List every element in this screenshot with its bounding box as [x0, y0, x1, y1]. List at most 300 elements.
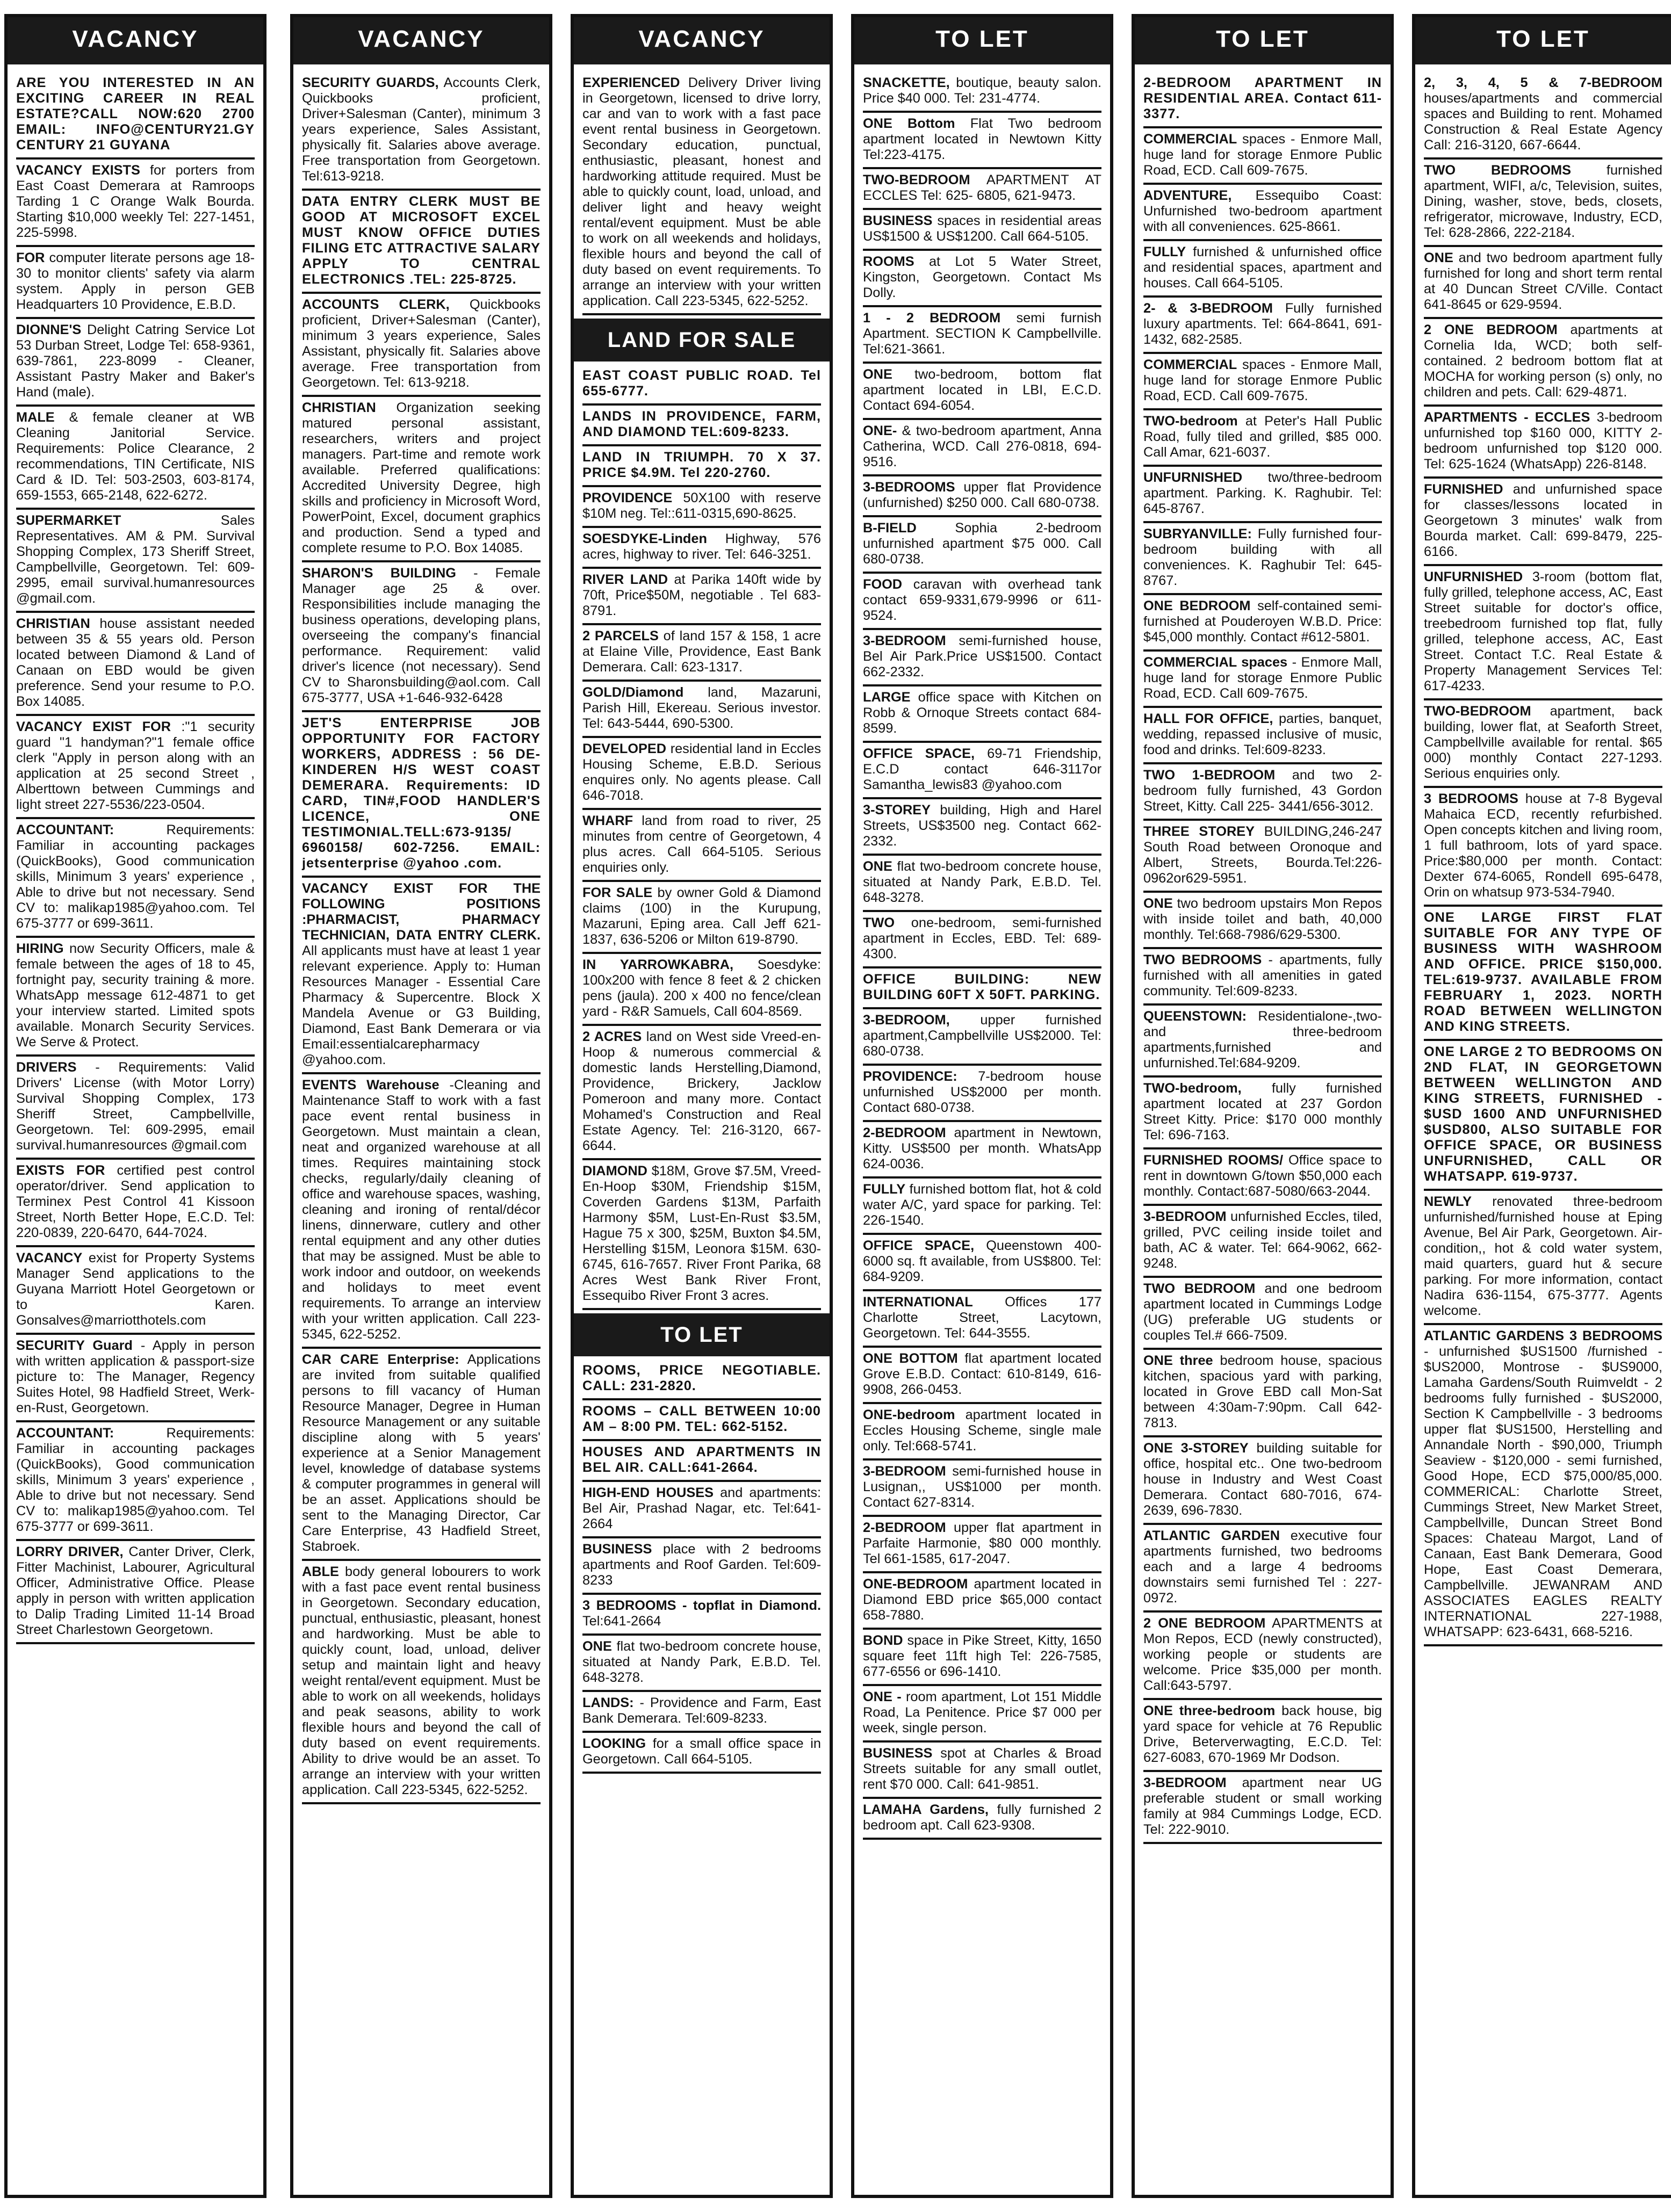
classified-ad — [863, 1743, 1101, 1799]
classified-ad — [16, 1247, 255, 1335]
ad-lead: ADVENTURE, — [1143, 188, 1232, 203]
column-header: TO LET — [851, 14, 1113, 64]
ad-text: ONE LARGE 2 TO BEDROOMS ON 2ND FLAT, IN GEORGETOWN BETWEEN WELLINGTON AND KING STREETS, FURNISHED - $USD 1600 AND UNFURNISHED $USD800, ALSO SUITABLE FOR OFFICE SPACE, OR BUSINESS UNFURNISHED, CALL OR WHATSAPP. 619-9737. — [1424, 1044, 1662, 1184]
ad-lead: NEWLY — [1424, 1194, 1472, 1209]
ad-lead: ONE Bottom — [863, 116, 955, 131]
ad-lead: DEVELOPED — [582, 741, 667, 756]
classified-ad — [1424, 907, 1662, 1041]
ad-text: parties, banquet, wedding, repassed inclusive of music, food and drinks. Tel:609-8233. — [1143, 711, 1382, 757]
ad-text: apartment in Newtown, Kitty. US$500 per month. WhatsApp 624-0036. — [863, 1125, 1101, 1172]
ad-lead: 3-BEDROOM — [1143, 1775, 1227, 1790]
classified-ad — [16, 819, 255, 938]
ad-lead: 3-BEDROOM, — [863, 1013, 950, 1028]
classified-ad — [16, 72, 255, 160]
ad-text: ROOMS – CALL BETWEEN 10:00 AM – 8:00 PM. TEL: 662-5152. — [582, 1404, 821, 1434]
ad-text: executive four apartments furnished, two bedrooms each and a large 4 bedrooms downstairs semi furnished Tel : 227-0972. — [1143, 1528, 1382, 1606]
classified-ad — [1143, 241, 1382, 298]
classified-ad — [1424, 319, 1662, 407]
ad-lead: ONE 3-STOREY — [1143, 1441, 1249, 1456]
ad-text: houses/apartments and commercial spaces and Building to rent. Mohamed Construction & Real Estate Agency Call: 216-3120, 667-6644. — [1424, 91, 1662, 153]
classified-ad — [1424, 160, 1662, 247]
classified-ad — [16, 1160, 255, 1247]
ad-text: ONE LARGE FIRST FLAT SUITABLE FOR ANY TYPE OF BUSINESS WITH WASHROOM AND OFFICE. PRICE $150,000. TEL:619-9737. AVAILABLE FROM FEBRUARY 1, 2023. NORTH ROAD BETWEEN WELLINGTON AND KING STREETS. — [1424, 910, 1662, 1034]
ad-lead: DIONNE'S — [16, 322, 82, 337]
ad-lead: TWO BEDROOM — [1143, 1281, 1256, 1296]
ad-lead: 2-BEDROOM — [863, 1520, 946, 1535]
classified-ad — [1143, 949, 1382, 1006]
classified-ad — [863, 1686, 1101, 1743]
ad-text: - unfurnished $US1500 /furnished - $US2000, Montrose - $US9000, Lamaha Gardens/South Ruimveldt - 2 bedrooms fully furnished - $US2000, Section K Campbellville - 3 bedrooms upper flat $US1500, Herstelling and Annandale North - $90,000, Triumph Seaview - $120,000 - semi furnished, Good Hope, ECD $75,000/85,000. COMMERICAL: Charlotte Street, Cummings Street, New Market Street, Campbellville, Duncan Street Bond Spaces: Chateau Margot, Land of Canaan, East Bank Demerara, Good Hope, East Coast Demerara, Campbellville. JEWANRAM AND ASSOCIATES EAGLES REALTY INTERNATIONAL 227-1988, WHATSAPP: 623-6431, 668-5216. — [1424, 1344, 1662, 1639]
ad-text: caravan with overhead tank contact 659-9331,679-9996 or 611-9524. — [863, 577, 1101, 623]
ad-text: ARE YOU INTERESTED IN AN EXCITING CAREER IN REAL ESTATE?CALL NOW:620 2700 EMAIL: INFO@CENTURY21.GY CENTURY 21 GUYANA — [16, 75, 255, 153]
classified-ad — [302, 1349, 541, 1561]
classified-ad — [863, 1122, 1101, 1179]
ad-text: and one bedroom apartment located in Cummings Lodge (UG) preferable UG students or couples Tel.# 666-7509. — [1143, 1281, 1382, 1343]
ad-text: back house, big yard space for vehicle at 76 Republic Drive, Beterverwagting, E.C.D. Tel: 627-6083, 670-1969 Mr Dodson. — [1143, 1703, 1382, 1765]
classified-ad — [582, 72, 821, 315]
classified-ad — [863, 420, 1101, 476]
classified-ad — [16, 613, 255, 716]
ad-text: APARTMENTS at Mon Repos, ECD (newly constructed), working people or students are welcome. Price $35,000 per month. Call:643-5797. — [1143, 1616, 1382, 1693]
ad-text: land on West side Vreed-en-Hoop & numerous commercial & domestic lands Herstelling,Diamond, Providence, Brickery, Jacklow Pomeroon and many more. Contact Mohamed's Construction and Real Estate Agency. Tel: 216-3120, 667-6644. — [582, 1029, 821, 1153]
ad-lead: TWO-bedroom — [1143, 414, 1238, 429]
classified-ad — [863, 364, 1101, 420]
classified-ad — [863, 113, 1101, 169]
ad-lead: ATLANTIC GARDENS 3 BEDROOMS — [1424, 1328, 1662, 1343]
classified-ad — [1424, 1325, 1662, 1646]
ad-text: OFFICE BUILDING: NEW BUILDING 60FT X 50FT. PARKING. — [863, 972, 1101, 1002]
classified-ad — [582, 738, 821, 810]
ad-lead: FOR — [16, 250, 45, 265]
ad-lead: ONE — [863, 859, 892, 874]
ad-text: Delight Catring Service Lot 53 Durban Street, Lodge Tel: 658-9361, 639-7861, 223-8099 - Cleaner, Assistant Pastry Maker and Baker's Hand (male). — [16, 322, 255, 400]
ad-text: Sales Representatives. AM & PM. Survival Shopping Complex, 173 Sheriff Street, Campbellville, Georgetown. Tel: 609-2995, email survival.humanresources @gmail.com. — [16, 513, 255, 606]
ad-text: semi furnish Apartment. SECTION K Campbellville. Tel:621-3661. — [863, 310, 1101, 357]
classified-ad — [1424, 1191, 1662, 1325]
ad-lead: 1 - 2 BEDROOM — [863, 310, 1001, 326]
ad-text: flat two-bedroom concrete house, situated at Nandy Park, E.B.D. Tel. 648-3278. — [582, 1639, 821, 1685]
ad-text: spot at Charles & Broad Streets suitable for any small outlet, rent $70 000. Call: 641-9851. — [863, 1746, 1101, 1792]
ad-lead: ONE — [863, 367, 892, 382]
classified-ad — [863, 686, 1101, 743]
ad-lead: COMMERCIAL spaces — [1143, 655, 1288, 670]
classified-column-5 — [1132, 14, 1394, 2198]
ad-list — [574, 69, 830, 1774]
ad-lead: OFFICE SPACE, — [863, 746, 975, 761]
ad-lead: ONE BOTTOM — [863, 1351, 958, 1366]
ad-text: at Peter's Hall Public Road, fully tiled and grilled, $85 000. Call Amar, 621-6037. — [1143, 414, 1382, 460]
classified-ad — [1424, 247, 1662, 319]
ad-lead: ONE-BEDROOM — [863, 1577, 968, 1592]
ad-text: one-bedroom, semi-furnished apartment in Eccles, EBD. Tel: 689-4300. — [863, 915, 1101, 962]
ad-text: Organization seeking matured personal assistant, researchers, writers and project managers. Part-time and remote work available. Preferred qualifications: Accredited University Degree, high skills and proficiency in Microsoft Word, PowerPoint, Excel, document graphics and production. Send a typed and complete resume to P.O. Box 14085. — [302, 400, 541, 555]
ad-lead: VACANCY — [16, 1250, 83, 1266]
ad-lead: TWO 1-BEDROOM — [1143, 768, 1276, 783]
classified-ad — [1143, 893, 1382, 949]
ad-text: BUILDING,246-247 South Road between Oronoque and Albert, Streets, Bourda.Tel:226-0962or629-5951. — [1143, 824, 1382, 886]
ad-text: spaces - Enmore Mall, huge land for storage Enmore Public Road, ECD. Call 609-7675. — [1143, 132, 1382, 178]
classified-ad — [1143, 1525, 1382, 1613]
classified-ad — [302, 562, 541, 712]
ad-text: Tel:641-2664 — [582, 1614, 661, 1629]
classified-ad — [16, 247, 255, 319]
classified-ad — [863, 799, 1101, 856]
ad-lead: FULLY — [863, 1182, 906, 1197]
classified-ad — [863, 630, 1101, 686]
ad-text: space in Pike Street, Kitty, 1650 square feet 11ft high Tel: 226-7585, 677-6556 or 696-1410. — [863, 1633, 1101, 1679]
ad-text: upper furnished apartment,Campbellville US$2000. Tel: 680-0738. — [863, 1013, 1101, 1059]
ad-text: - Enmore Mall, huge land for storage Enmore Public Road, ECD. Call 609-7675. — [1143, 655, 1382, 701]
classified-ad — [582, 1595, 821, 1636]
classified-ad — [582, 1400, 821, 1441]
ad-text: HOUSES AND APARTMENTS IN BEL AIR. CALL:641-2664. — [582, 1444, 821, 1475]
classified-ad — [1143, 1206, 1382, 1278]
ad-lead: BUSINESS — [863, 1746, 933, 1761]
ad-text: furnished bottom flat, hot & cold water A/C, yard space for parking. Tel: 226-1540. — [863, 1182, 1101, 1228]
ad-text: 3-room (bottom flat, fully grilled, telephone access, AC, East Street suitable for doctor's office, treebedroom furnished top flat, fully grilled, telephone access, AC, East Street. Contact T.C. Real Estate & Property Management Services Tel: 617-4233. — [1424, 569, 1662, 693]
classified-ad — [863, 1630, 1101, 1686]
classified-ad — [582, 1441, 821, 1482]
ad-lead: SECURITY Guard — [16, 1338, 133, 1353]
section-header: LAND FOR SALE — [574, 319, 830, 362]
classified-ad — [582, 528, 821, 569]
ad-lead: TWO-BEDROOM — [863, 172, 970, 187]
ad-text: office space with Kitchen on Robb & Ornoque Streets contact 684-8599. — [863, 690, 1101, 736]
ad-text: LAND IN TRIUMPH. 70 X 37. PRICE $4.9M. Tel 220-2760. — [582, 450, 821, 480]
classified-ad — [582, 1733, 821, 1774]
ad-text: Accounts Clerk, Quickbooks proficient, Driver+Salesman (Canter), minimum 3 years experience, Sales Assistant, physically fit. Salaries above average. Free transportation from Georgetown. Tel:613-9218. — [302, 75, 541, 184]
ad-text: apartments at Cornelia Ida, WCD; both self-contained. 2 bedroom bottom flat at MOCHA for working person (s) only, no children and pets. Call: 629-4871. — [1424, 322, 1662, 400]
ad-lead: 3 BEDROOMS — [1424, 791, 1518, 806]
classified-ad — [1424, 479, 1662, 566]
classified-ad — [1143, 298, 1382, 354]
classified-ad — [582, 1482, 821, 1538]
classified-ad — [302, 191, 541, 294]
ad-text: and apartments: Bel Air, Prashad Nagar, etc. Tel:641-2664 — [582, 1485, 821, 1531]
ad-lead: 2-BEDROOM — [863, 1125, 946, 1140]
classified-ad — [863, 169, 1101, 210]
ad-lead: LORRY DRIVER, — [16, 1544, 124, 1559]
ad-lead: FULLY — [1143, 244, 1186, 259]
ad-lead: LANDS: — [582, 1695, 634, 1710]
ad-text: body general lobourers to work with a fast pace event rental business in Georgetown. Secondary education, punctual, enthusiastic, pleasant, honest and hardworking. Must be able to quickly count, load, unload, deliver setup and maintain light and heavy weight rental/event equipment. Must be able to work on all weekends, holidays and peak seasons, ability to work flexible hours and beyond the call of duty based on event requirements. Ability to drive would be an asset. To arrange an interview with your written application. Call 223-5345, 622-5252. — [302, 1564, 541, 1797]
classified-ad — [1143, 1078, 1382, 1150]
ad-lead: SECURITY GUARDS, — [302, 75, 439, 90]
ad-text: furnished apartment, WIFI, a/c, Television, suites, Dining, washer, stove, beds, closets, refrigerator, microwave, Industry, ECD, Tel: 628-2866, 222-2184. — [1424, 163, 1662, 240]
ad-lead: EXISTS FOR — [16, 1163, 105, 1178]
ad-lead: ONE — [582, 1639, 612, 1654]
ad-lead: ATLANTIC GARDEN — [1143, 1528, 1280, 1543]
ad-lead: CAR CARE Enterprise: — [302, 1352, 459, 1367]
classified-ad — [1143, 72, 1382, 128]
ad-text: semi-furnished house in Lusignan,, US$1000 per month. Contact 627-8314. — [863, 1464, 1101, 1510]
ad-text: ROOMS, PRICE NEGOTIABLE. CALL: 231-2820. — [582, 1363, 821, 1393]
ad-text: Applications are invited from suitable qualified persons to fill vacancy of Human Resource Manager, Degree in Human Resource Management or any suitable discipline along with 5 years' experience at a Senior Management level, knowledge of database systems & computer programmes in general will be an asset. Applications should be sent to the Managing Director, Car Care Enterprise, 43 Hadfield Street, Stabroek. — [302, 1352, 541, 1554]
ad-lead: ONE — [1424, 250, 1453, 265]
ad-text: Requirements: Familiar in accounting packages (QuickBooks), Good communication skills, Minimum 3 years' experience , Able to drive but not necessary. Send CV to: malikap1985@yahoo.com. Tel 675-3777 or 699-3611. — [16, 822, 255, 931]
ad-text: Office space to rent in downtown G/town $50,000 each monthly. Contact:687-5080/663-2044. — [1143, 1153, 1382, 1199]
classified-ad — [1143, 764, 1382, 821]
ad-lead: ACCOUNTANT: — [16, 822, 114, 837]
ad-text: two-bedroom, bottom flat apartment located in LBI, E.C.D. Contact 694-6054. — [863, 367, 1101, 413]
classified-ad — [16, 1335, 255, 1422]
ad-text: room apartment, Lot 151 Middle Road, La Penitence. Price $7 000 per week, single person. — [863, 1689, 1101, 1736]
ad-lead: DRIVERS — [16, 1060, 77, 1075]
ad-text: Queenstown 400-6000 sq. ft available, from US$800. Tel: 684-9209. — [863, 1238, 1101, 1284]
ad-lead: ACCOUNTANT: — [16, 1426, 114, 1441]
ad-text: flat apartment located Grove E.B.D. Contact: 610-8149, 616-9908, 266-0453. — [863, 1351, 1101, 1397]
ad-lead: PROVIDENCE — [582, 490, 673, 505]
ad-text: semi-furnished house, Bel Air Park.Price US$1500. Contact 662-2332. — [863, 633, 1101, 679]
classified-column-2 — [290, 14, 552, 2198]
classified-ad — [1143, 1006, 1382, 1078]
ad-lead: VACANCY EXIST FOR THE FOLLOWING POSITIONS :PHARMACIST, PHARMACY TECHNICIAN, DATA ENTRY CLERK. — [302, 881, 541, 943]
ad-text: house at 7-8 Bygeval Mahaica ECD, recently refurbished. Open concepts kitchen and living room, 1 full bathroom, lots of yard space. Price:$80,000 per month. Contact: Dexter 674-6065, Rondell 695-6478, Orin on whatsup 973-534-7940. — [1424, 791, 1662, 900]
ad-lead: SOESDYKE-Linden — [582, 531, 707, 546]
ad-text: APARTMENT AT ECCLES Tel: 625- 6805, 621-9473. — [863, 172, 1101, 203]
classified-ad — [582, 365, 821, 406]
ad-text: - Apply in person with written application & passport-size picture to: The Manager, Regency Suites Hotel, 98 Hadfield Street, Werk-en-Rust, Georgetown. — [16, 1338, 255, 1415]
ad-lead: PROVIDENCE: — [863, 1069, 957, 1084]
ad-lead: ACCOUNTS CLERK, — [302, 297, 450, 312]
ad-lead: DIAMOND — [582, 1163, 647, 1179]
ad-text: spaces in residential areas US$1500 & US$1200. Call 664-5105. — [863, 213, 1101, 244]
column-header: VACANCY — [571, 14, 833, 64]
ad-text: - Providence and Farm, East Bank Demerara. Tel:609-8233. — [582, 1695, 821, 1726]
ad-text: -Cleaning and Maintenance Staff to work with a fast pace event rental business in Georgetown. Must maintain a clean, neat and organized warehouse at all times. Requires maintaining stock checks, regularly/daily cleaning of office and warehouse spaces, washing, cleaning and ironing of rental/décor linens, dinnerware, cutlery and other rental equipment and any other duties that may be assigned. Must be able to work indoor and outdoor, on weekends and holidays to meet event requirements. To arrange an interview with your written application. Call 223-5345, 622-5252. — [302, 1078, 541, 1342]
ad-text: Soesdyke: 100x200 with fence 8 feet & 2 chicken pens (jaula). 200 x 400 no fence/clean yard - R&R Samuels, Call 604-8569. — [582, 957, 821, 1019]
ad-text: LANDS IN PROVIDENCE, FARM, AND DIAMOND TEL:609-8233. — [582, 409, 821, 439]
ad-text: spaces - Enmore Mall, huge land for storage Enmore Public Road, ECD. Call 609-7675. — [1143, 357, 1382, 403]
ad-text: 7-bedroom house unfurnished US$2000 per month. Contact 680-0738. — [863, 1069, 1101, 1115]
ad-text: and two bedroom apartment fully furnished for long and short term rental at 40 Duncan Street C/Ville. Contact 641-8645 or 629-9594. — [1424, 250, 1662, 312]
classified-ad — [16, 1057, 255, 1160]
classified-ad — [302, 397, 541, 562]
classified-ad — [1143, 1278, 1382, 1350]
ad-text: Essequibo Coast: Unfurnished two-bedroom apartment with all conveniences. 625-8661. — [1143, 188, 1382, 234]
classified-column-6 — [1412, 14, 1671, 2198]
classified-ad — [863, 743, 1101, 799]
ad-text: at Lot 5 Water Street, Kingston, Georgetown. Contact Ms Dolly. — [863, 254, 1101, 300]
ad-lead: COMMERCIAL — [1143, 132, 1237, 147]
ad-text: & female cleaner at WB Cleaning Janitorial Service. Requirements: Police Clearance, 2 recommendations, TIN Certificate, NIS Card & ID. Tel: 503-2503, 603-8174, 659-1553, 665-2148, 622-6272. — [16, 410, 255, 503]
ad-text: and two 2-bedroom fully furnished, 43 Gordon Street, Kitty. Call 225- 3441/656-3012. — [1143, 768, 1382, 814]
classified-ad — [16, 938, 255, 1057]
classified-ad — [863, 251, 1101, 307]
ad-lead: 3-BEDROOMS — [863, 480, 955, 495]
classified-ad — [1424, 1041, 1662, 1191]
ad-lead: QUEENSTOWN: — [1143, 1009, 1247, 1024]
ad-text: unfurnished Eccles, tiled, grilled, PVC ceiling inside toilet and bath, AC & water. Tel: 664-9062, 662-9248. — [1143, 1209, 1382, 1271]
classified-ad — [16, 1422, 255, 1541]
column-header: TO LET — [1412, 14, 1671, 64]
ad-lead: EVENTS Warehouse — [302, 1078, 440, 1093]
ad-lead: TWO BEDROOMS — [1424, 163, 1571, 178]
classified-ad — [1143, 652, 1382, 708]
classified-ad — [863, 1235, 1101, 1291]
ad-lead: VACANCY EXIST FOR — [16, 719, 171, 734]
ad-text: house assistant needed between 35 & 55 years old. Person located between Diamond & Land of Canaan on EBD would be given preference. Send your resume to P.O. Box 14085. — [16, 616, 255, 709]
classified-ad — [302, 294, 541, 397]
ad-text: two/three-bedroom apartment. Parking. K. Raghubir. Tel: 645-8767. — [1143, 470, 1382, 516]
ad-text: - apartments, fully furnished with all amenities in gated community. Tel:609-8233. — [1143, 952, 1382, 999]
ad-text: Sophia 2-bedroom unfurnished apartment $75 000. Call 680-0738. — [863, 521, 1101, 567]
classified-ad — [1143, 1350, 1382, 1437]
ad-lead: SNACKETTE, — [863, 75, 950, 90]
ad-lead: LOOKING — [582, 1736, 646, 1751]
ad-lead: 2- & 3-BEDROOM — [1143, 301, 1273, 316]
column-header: VACANCY — [4, 14, 267, 64]
classified-ad — [1143, 354, 1382, 410]
classified-ad — [302, 72, 541, 191]
classified-ad — [1143, 595, 1382, 652]
classified-ad — [863, 517, 1101, 574]
ad-lead: ROOMS — [863, 254, 914, 269]
ad-text: 50X100 with reserve $10M neg. Tel::611-0315,690-8625. — [582, 490, 821, 521]
classified-ad — [582, 1160, 821, 1310]
ad-lead: TWO-bedroom, — [1143, 1081, 1242, 1096]
ad-lead: SUBRYANVILLE: — [1143, 526, 1252, 541]
ad-text: Highway, 576 acres, highway to river. Tel: 646-3251. — [582, 531, 821, 562]
ad-lead: CHRISTIAN — [16, 616, 90, 631]
ad-lead: 3-BEDROOM — [1143, 1209, 1227, 1224]
ad-lead: COMMERCIAL — [1143, 357, 1237, 372]
classified-ad — [582, 682, 821, 738]
ad-text: bedroom house, spacious kitchen, spacious yard with parking, located in Grove EBD call Mon-Sat between 4:30am-7:90pm. Call 642-7813. — [1143, 1353, 1382, 1430]
ad-text: - Requirements: Valid Drivers' License (with Motor Lorry) Survival Shopping Complex, 173 Sheriff Street, Campbellville, Georgetown. Tel: 609-2995, email survival.humanresources @gmail.com — [16, 1060, 255, 1153]
classified-ad — [863, 1517, 1101, 1573]
classified-ad — [863, 307, 1101, 364]
ad-text: residential land in Eccles Housing Scheme, E.B.D. Serious enquires only. No agents please. Call 646-7018. — [582, 741, 821, 803]
classified-ad — [582, 446, 821, 487]
ad-text: Offices 177 Charlotte Street, Lacytown, Georgetown. Tel: 644-3555. — [863, 1295, 1101, 1341]
ad-text: - Female Manager age 25 & over. Responsibilities include managing the business operations, developing plans, overseeing the company's financial performance. Requirement: valid driver's licence (not necessary). Send CV to Sharonsbuilding@aol.com. Call 675-3777, USA +1-646-932-6428 — [302, 566, 541, 705]
classified-ad — [16, 510, 255, 613]
ad-text: and unfurnished space for classes/lessons located in Georgetown 3 minutes' walk from Bourda market. Call: 699-8479, 225-6166. — [1424, 482, 1662, 559]
ad-text: building suitable for office, hospital etc.. One two-bedroom house in Industry and West Coast Demerara. Contact 680-7016, 674-2639, 696-7830. — [1143, 1441, 1382, 1518]
classified-ad — [1143, 185, 1382, 241]
classified-ad — [1143, 523, 1382, 595]
ad-list — [8, 69, 263, 1644]
ad-text: certified pest control operator/driver. Send application to Terminex Pest Control 41 Kissoon Street, North Better Hope, E.C.D. Tel: 220-0839, 220-6470, 644-7024. — [16, 1163, 255, 1240]
ad-lead: OFFICE SPACE, — [863, 1238, 975, 1253]
ad-lead: ONE — [1143, 896, 1173, 911]
classified-ad — [863, 1461, 1101, 1517]
classified-column-1 — [4, 14, 267, 2198]
ad-lead: EXPERIENCED — [582, 75, 680, 90]
classified-ad — [582, 954, 821, 1026]
classified-ad — [302, 1074, 541, 1349]
ad-lead: FOR SALE — [582, 885, 653, 900]
ad-text: place with 2 bedrooms apartments and Roof Garden. Tel:609-8233 — [582, 1542, 821, 1588]
classified-ad — [863, 574, 1101, 630]
ad-lead: 2 PARCELS — [582, 628, 659, 644]
ad-lead: FOOD — [863, 577, 903, 592]
ad-lead: UNFURNISHED — [1143, 470, 1243, 485]
ad-lead: IN YARROWKABRA, — [582, 957, 733, 972]
classified-column-4 — [851, 14, 1113, 2198]
ad-text: land, Mazaruni, Parish Hill, Ekereau. Serious investor. Tel: 643-5444, 690-5300. — [582, 685, 821, 731]
classified-ad — [1143, 821, 1382, 893]
ad-list — [1135, 69, 1391, 1844]
classified-ad — [582, 882, 821, 954]
classified-ad — [582, 487, 821, 528]
classified-ad — [1143, 1613, 1382, 1700]
ad-lead: TWO-BEDROOM — [1424, 704, 1531, 719]
column-header: VACANCY — [290, 14, 552, 64]
classified-ad — [16, 1541, 255, 1644]
classified-ad — [16, 319, 255, 407]
classified-ad — [582, 1636, 821, 1692]
classified-ad — [863, 968, 1101, 1009]
ad-text: renovated three-bedroom unfurnished/furnished house at Eping Avenue, Bel Air Park, Georgetown. Air-condition,, hot & cold water system, maid quarters, guard hut & secure parking. For more information, contact Nadira 636-1154, 675-3777. Agents welcome. — [1424, 1194, 1662, 1318]
classified-ad — [302, 878, 541, 1074]
classified-ad — [582, 1692, 821, 1733]
ad-lead: ONE- — [863, 423, 897, 438]
classified-ad — [863, 856, 1101, 912]
ad-text: Residentialone-,two-and three-bedroom apartments,furnished and unfurnished.Tel:684-9209. — [1143, 1009, 1382, 1071]
ad-text: Flat Two bedroom apartment located in Newtown Kitty Tel:223-4175. — [863, 116, 1101, 162]
ad-lead: CHRISTIAN — [302, 400, 376, 415]
ad-lead: BUSINESS — [582, 1542, 652, 1557]
ad-text: apartment near UG preferable student or small working family at 984 Cummings Lodge, ECD. Tel: 222-9010. — [1143, 1775, 1382, 1837]
ad-text: two bedroom upstairs Mon Repos with inside toilet and bath, 40,000 monthly. Tel:668-7986/629-5300. — [1143, 896, 1382, 942]
classified-ad — [582, 625, 821, 682]
ad-text: by owner Gold & Diamond claims (100) in the Kurupung, Mazaruni, Eping area. Call Jeff 621-1837, 636-5206 or Milton 619-8790. — [582, 885, 821, 947]
ad-text: 2-BEDROOM APARTMENT IN RESIDENTIAL AREA. Contact 611-3377. — [1143, 75, 1382, 121]
classified-ad — [16, 407, 255, 510]
classified-ad — [863, 1291, 1101, 1348]
classified-ad — [1143, 1700, 1382, 1772]
ad-text: boutique, beauty salon. Price $40 000. Tel: 231-4774. — [863, 75, 1101, 106]
classified-ad — [16, 160, 255, 247]
classified-ad — [863, 1573, 1101, 1630]
classified-ad — [1143, 708, 1382, 764]
ad-lead: INTERNATIONAL — [863, 1295, 973, 1310]
ad-text: at Parika 140ft wide by 70ft, Price$50M, negotiable . Tel 683-8791. — [582, 572, 821, 618]
ad-lead: VACANCY EXISTS — [16, 163, 140, 178]
ad-lead: FURNISHED — [1424, 482, 1503, 497]
ad-lead: MALE — [16, 410, 55, 425]
classified-ad — [582, 406, 821, 446]
ad-text: self-contained semi-furnished at Pouderoyen W.B.D. Price: $45,000 monthly. Contact #612-5801. — [1143, 598, 1382, 645]
classified-ad — [1424, 700, 1662, 788]
classified-ad — [582, 1026, 821, 1160]
classified-ad — [1424, 566, 1662, 700]
ad-text: 69-71 Friendship, E.C.D contact 646-3117or Samantha_lewis83 @yahoo.com — [863, 746, 1101, 792]
classified-ad — [863, 476, 1101, 517]
classified-ad — [302, 712, 541, 878]
classified-ad — [1424, 788, 1662, 907]
classified-ad — [863, 912, 1101, 968]
ad-text: All applicants must have at least 1 year relevant experience. Apply to: Human Resources Manager - Essential Care Pharmacy & Supercentre. Block X Mandela Avenue or G3 Building, Diamond, East Bank Demerara or via Email:essentialcarepharmacy @yahoo.com. — [302, 943, 541, 1067]
ad-text: upper flat apartment in Parfaite Harmonie, $80 000 monthly. Tel 661-1585, 617-2047. — [863, 1520, 1101, 1566]
classified-ad — [863, 210, 1101, 251]
ad-lead: LARGE — [863, 690, 911, 705]
ad-lead: BOND — [863, 1633, 903, 1648]
classified-ad — [1143, 467, 1382, 523]
ad-lead: TWO BEDROOMS — [1143, 952, 1262, 967]
ad-lead: 2 ACRES — [582, 1029, 642, 1044]
classified-ad — [1143, 1150, 1382, 1206]
ad-lead: ONE - — [863, 1689, 902, 1704]
classified-ad — [863, 72, 1101, 113]
ad-lead: SHARON'S BUILDING — [302, 566, 456, 581]
ad-text: now Security Officers, male & female between the ages of 18 to 45, fortnight pay, security training & more. WhatsApp message 612-4871 to get your interview started. Limited spots available. Monarch Security Services. We Serve & Protect. — [16, 941, 255, 1050]
ad-text: Fully furnished four-bedroom building with all conveniences. K. Raghubir Tel: 645-8767. — [1143, 526, 1382, 588]
classified-ad — [582, 1538, 821, 1595]
ad-list — [854, 69, 1110, 1840]
